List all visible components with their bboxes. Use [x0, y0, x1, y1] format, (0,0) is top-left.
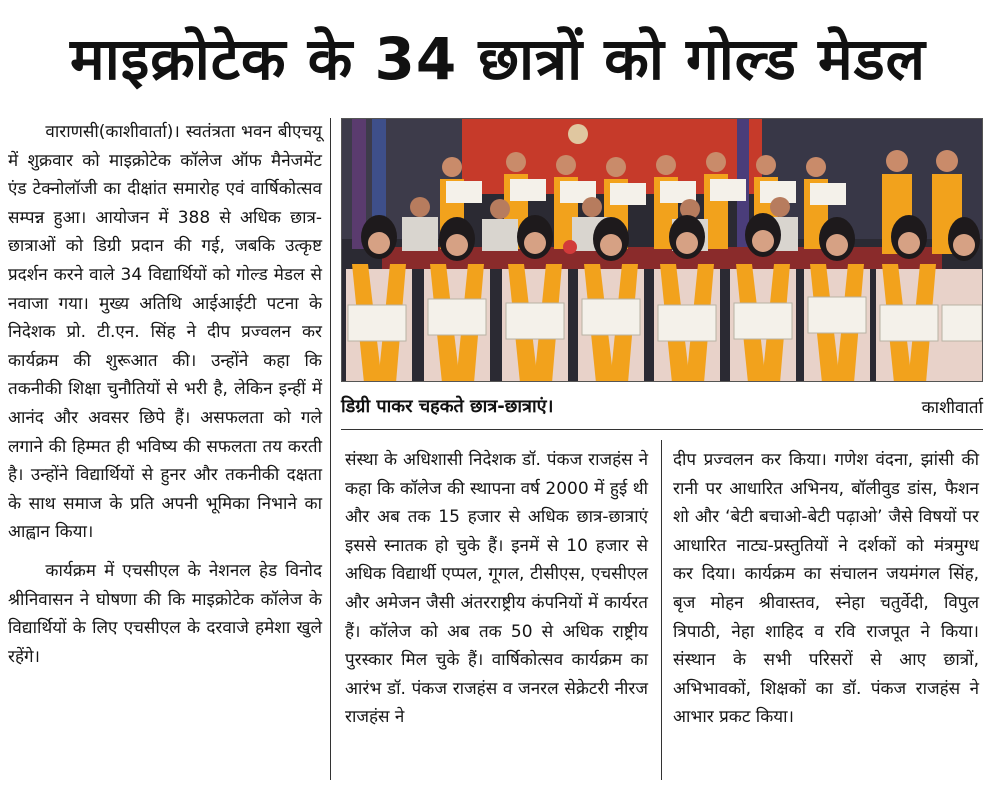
paragraph: दीप प्रज्वलन कर किया। गणेश वंदना, झांसी की रानी पर आधारित अभिनय, बॉलीवुड डांस, फैशन शो और ‘बेटी बचाओ-बेटी पढ़ाओ’ जैसे विषयों पर आधारित नाट्य-प्रस्तुतियों ने दर्शकों को मंत्रमुग्ध कर दिया। कार्यक्रम का संचालन जयमंगल सिंह, बृज मोहन श्रीवास्तव, स्नेहा चतुर्वेदी, विपुल त्रिपाठी, नेहा शाहिद व रवि राजपूत ने किया। संस्थान के सभी परिसरों से आए छात्रों, अभिभावकों, शिक्षकों का डॉ. पंकज राजहंस ने आभार प्रकट किया। — [673, 450, 979, 728]
paragraph: वाराणसी(काशीवार्ता)। स्वतंत्रता भवन बीएचयू में शुक्रवार को माइक्रोटेक कॉलेज ऑफ मैनेजमेंट एंड टेक्नोलॉजी का दीक्षांत समारोह एवं वार्षिकोत्सव सम्पन्न हुआ। आयोजन में 388 से अधिक छात्र-छात्राओं को डिग्री प्रदान की गई, जबकि उत्कृष्ट प्रदर्शन करने वाले 34 विद्यार्थियों को गोल्ड मेडल से नवाजा गया। मुख्य अतिथि आईआईटी पटना के निदेशक प्रो. टी.एन. सिंह ने दीप प्रज्वलन कर कार्यक्रम की शुरूआत की। उन्होंने कहा कि तकनीकी शिक्षा चुनौतियों से भरी है, लेकिन इन्हीं में आनंद और अवसर छिपे हैं। असफलता को गले लगाने की हिम्मत ही भविष्य की सफलता तय करती है। उन्होंने विद्यार्थियों से हुनर और तकनीकी दक्षता के साथ समाज के प्रति अपनी भूमिका निभाने का आह्वान किया। — [8, 122, 322, 543]
article-column-2 — [345, 446, 648, 732]
caption-rule — [341, 429, 983, 430]
photo-caption-row — [341, 392, 983, 420]
column-divider — [330, 118, 331, 780]
paragraph: संस्था के अधिशासी निदेशक डॉ. पंकज राजहंस ने कहा कि कॉलेज की स्थापना वर्ष 2000 में हुई थी और अब तक 15 हजार से अधिक छात्र-छात्राएं इससे स्नातक हो चुके हैं। इनमें से 10 हजार से अधिक विद्यार्थी एप्पल, गूगल, टीसीएस, एचसीएल और अमेजन जैसी अंतरराष्ट्रीय कंपनियों में कार्यरत हैं। कॉलेज को अब तक 50 से अधिक राष्ट्रीय पुरस्कार मिल चुके हैं। वार्षिकोत्सव कार्यक्रम का आरंभ डॉ. पंकज राजहंस व जनरल सेक्रेटरी नीरज राजहंस ने — [345, 450, 648, 728]
photo-credit: काशीवार्ता — [921, 397, 983, 418]
column-divider — [661, 440, 662, 780]
headline: माइक्रोटेक के 34 छात्रों को गोल्ड मेडल — [70, 24, 926, 93]
article-column-1 — [8, 118, 322, 671]
ceremony-photo — [341, 118, 983, 382]
photo-caption: डिग्री पाकर चहकते छात्र-छात्राएं। — [341, 396, 554, 417]
article-column-3 — [673, 446, 979, 732]
paragraph: कार्यक्रम में एचसीएल के नेशनल हेड विनोद श्रीनिवासन ने घोषणा की कि माइक्रोटेक कॉलेज के विद्यार्थियों के लिए एचसीएल के दरवाजे हमेशा खुले रहेंगे। — [8, 560, 322, 667]
